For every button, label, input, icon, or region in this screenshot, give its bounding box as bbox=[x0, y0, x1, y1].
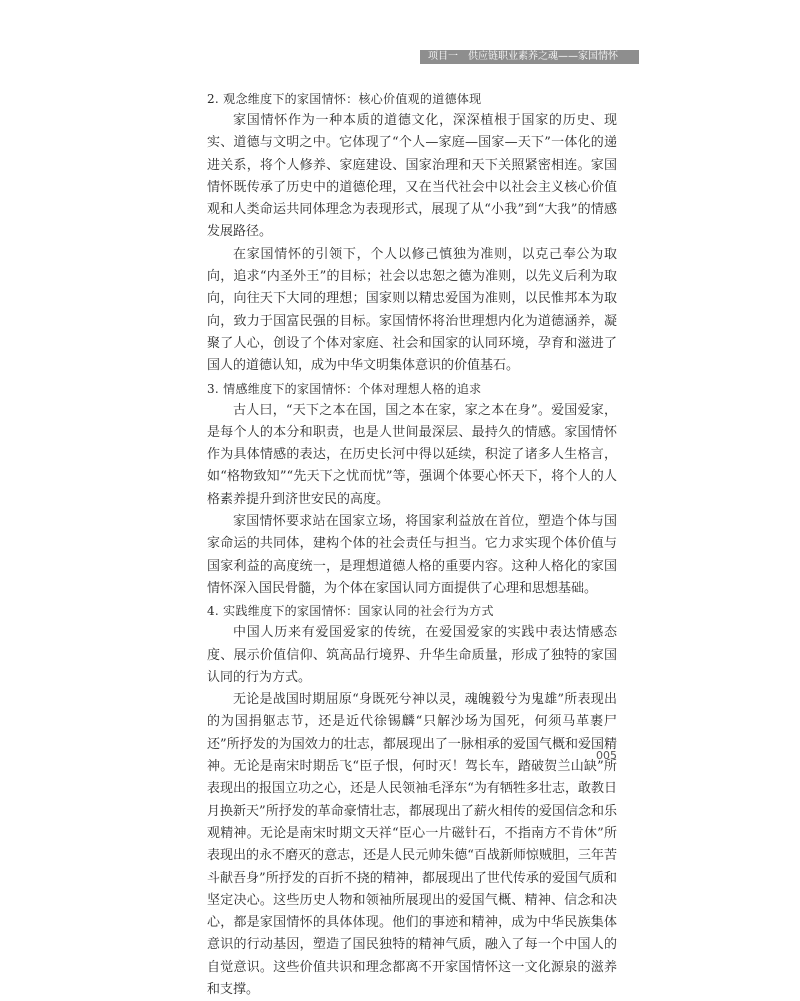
section-heading-3: 3. 情感维度下的家国情怀：个体对理想人格的追求 bbox=[207, 381, 482, 396]
paragraph: 古人曰，“天下之本在国，国之本在家，家之本在身”。爱国爱家，是每个人的本分和职责，也是人世间最深层、最持久的情感。家国情怀作为具体情感的表达，在历史长河中得以延续，积淀了诸多人生格言，如“格物致知”“先天下之忧而忧”等，强调个体要心怀天下，将个人的人格素养提升到济世安民的高度。 bbox=[207, 402, 617, 507]
section-heading-2: 2. 观念维度下的家国情怀：核心价值观的道德体现 bbox=[207, 92, 482, 106]
paragraph: 在家国情怀的引领下，个人以修己慎独为准则，以克己奉公为取向，追求“内圣外王”的目标；社会以忠恕之德为准则，以先义后利为取向，向往天下大同的理想；国家则以精忠爱国为准则，以民惟邦本为取向，致力于国富民强的目标。家国情怀将治世理想内化为道德涵养，凝聚了人心，创设了个体对家庭、社会和国家的认同环境，孕育和滋进了国人的道德认知，成为中华文明集体意识的价值基石。 bbox=[207, 246, 617, 374]
page-number: 005 bbox=[596, 749, 617, 762]
running-header bbox=[420, 50, 639, 64]
paragraph: 中国人历来有爱国爱家的传统，在爱国爱家的实践中表达情感态度、展示价值信仰、筑高品行境界、升华生命质量，形成了独特的家国认同的行为方式。 bbox=[207, 625, 617, 685]
running-header-title: 项目一 供应链职业素养之魂——家国情怀 bbox=[428, 51, 618, 62]
paragraph: 无论是战国时期屈原“身既死兮神以灵，魂魄毅兮为鬼雄”所表现出的为国捐躯志节，还是近代徐锡麟“只解沙场为国死，何须马革裹尸还”所抒发的为国效力的壮志，都展现出了一脉相承的爱国气概和爱国精神。无论是南宋时期岳飞“臣子恨，何时灭！驾长车，踏破贺兰山缺”所表现出的报国立功之心，还是人民领袖毛泽东“为有牺牲多壮志，敢教日月换新天”所抒发的革命豪情壮志，都展现出了薪火相传的爱国信念和乐观精神。无论是南宋时期文天祥“臣心一片磁针石，不指南方不肯休”所表现出的永不磨灭的意志，还是人民元帅朱德“百战新师惊贼胆，三年苦斗献吾身”所抒发的百折不挠的精神，都展现出了世代传承的爱国气质和坚定决心。这些历史人物和领袖所展现出的爱国气概、精神、信念和决心，都是家国情怀的具体体现。他们的事迹和精神，成为中华民族集体意识的行动基因，塑造了国民独特的精神气质，融入了每一个中国人的自觉意识。这些价值共识和理念都离不开家国情怀这一文化源泉的滋养和支撑。 bbox=[207, 692, 617, 997]
paragraph: 家国情怀作为一种本质的道德文化，深深植根于国家的历史、现实、道德与文明之中。它体现了“个人—家庭—国家—天下”一体化的递进关系，将个人修养、家庭建设、国家治理和天下关照紧密相连。家国情怀既传承了历史中的道德伦理，又在当代社会中以社会主义核心价值观和人类命运共同体理念为表现形式，展现了从“小我”到“大我”的情感发展路径。 bbox=[207, 113, 617, 240]
section-heading-4: 4. 实践维度下的家国情怀：国家认同的社会行为方式 bbox=[207, 604, 494, 619]
page-body bbox=[207, 88, 617, 1001]
paragraph: 家国情怀要求站在国家立场，将国家利益放在首位，塑造个体与国家命运的共同体，建构个体的社会责任与担当。它力求实现个体价值与国家利益的高度统一，是理想道德人格的重要内容。这种人格化的家国情怀深入国民骨髓，为个体在家国认同方面提供了心理和思想基础。 bbox=[207, 514, 617, 596]
